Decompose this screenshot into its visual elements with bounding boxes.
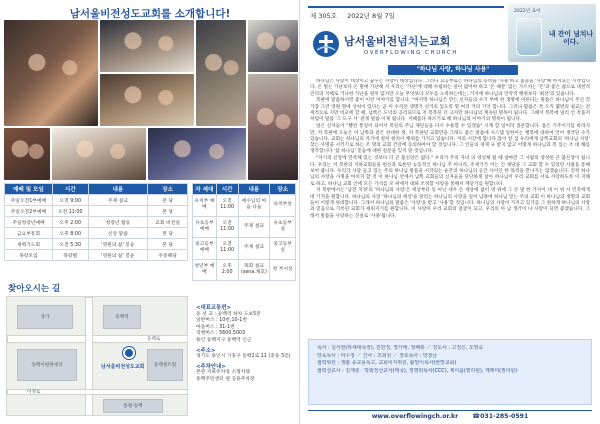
table-header: 장소 <box>148 184 188 195</box>
table-cell: 오전 11:00 <box>52 206 88 217</box>
table-cell: 본 당 <box>148 195 188 206</box>
table-row <box>193 259 296 281</box>
intro-title: 남서울비전성도교회를 소개합니다! <box>69 8 231 20</box>
table-cell: 오전 11:00 <box>216 216 238 238</box>
worship-schedule-table <box>4 183 188 261</box>
table-cell: 중고등부실 <box>270 238 296 260</box>
church-map-label: 남서울비전성도교회 <box>101 364 145 370</box>
staff-box <box>308 339 592 405</box>
table-cell: 청년부 예배 <box>193 259 217 281</box>
issue-info <box>310 11 403 20</box>
map-road-label: 동백로 <box>147 337 161 342</box>
transport-line: 일반버스 : 10번,10-1번 <box>196 318 247 324</box>
table-cell: 본 당 <box>148 206 188 217</box>
table-row <box>5 250 188 261</box>
table-cell: 예수님의 마음 나눔 <box>238 195 270 217</box>
table-cell: 본 당 <box>148 228 188 239</box>
table-row <box>5 217 188 228</box>
table-cell: 신앙 말씀 <box>88 228 148 239</box>
cup-icon <box>516 18 542 56</box>
sermon-title: "하나님 사랑, 하나님 사용" <box>388 65 518 75</box>
table-cell: '영원의 삶' 봉윤 <box>88 250 148 261</box>
table-cell: 오후 2:00 <box>216 259 238 281</box>
right-page <box>300 0 600 424</box>
photo-4 <box>248 20 298 72</box>
table-cell: 목장별 <box>52 250 88 261</box>
map-block: 상가 <box>17 305 73 329</box>
table-cell: 청 부서실 <box>270 259 296 281</box>
directions-info <box>196 302 296 384</box>
table-header: 시간 <box>216 184 238 195</box>
staff-row: 협력선교사 : 김재훈 · 박화정선교사(태국), 정명희목사(CCC), 제이콥(필리핀), 제레미(필리핀) <box>317 367 518 374</box>
transport-line: 마을버스 : 31-1번 <box>196 324 235 330</box>
table-cell: 오전 5:30 <box>52 239 88 250</box>
map-road <box>85 297 93 416</box>
table-cell: 교회 비전실 <box>148 217 188 228</box>
map-block: 통원·동백 <box>103 399 163 413</box>
parking-line: 동백주민센터 옆 공용주차장 <box>196 376 255 382</box>
sermon-paragraph: "자기의 신앙에 만족해 있는 것보다 더 큰 불신앙은 없다." 우리가 주의 자녀 의 영성체 될 때 얼마만 그 사람의 영성된 큰 불신앙이 됩니다. 우리는 저 복판의 지하교회들을 헌신과 토론된 능동적인 하나님 주 아니라, 주세기가 어는 긴 제당을 그 교회 할 수 있었던 사람을 통해 보여 줍니다. 우리가 사랑 들고 있는 주의 하나님 말씀을 시작되는 순간의 하나님의 공간 사이인 한 목적을 만나지는 않겠습니다. 진정 하나님의 사랑을 사명을 마치지 할 것 이 하나님 안에서 남쪽 교회들의 신자들을 단단하게 살아 하나님이 우리 교회를 서로 사랑하도록 이 지혜로 하고, 하나님 교회 안에 모든 가격를 모 위에서 대하 조정할 사랑을 통해서 깨닫기를 원합니다. <box>310 156 590 187</box>
table-cell: 주제 설교 <box>238 216 270 238</box>
location-title: 찾아오시는 길 <box>8 284 61 294</box>
table-row <box>193 216 296 238</box>
website-link[interactable]: www.overflowingch.or.kr <box>371 413 459 420</box>
table-row <box>193 238 296 260</box>
photo-3 <box>196 20 246 126</box>
table-cell: 목회 설교 (sena.채호) <box>238 259 270 281</box>
church-name <box>344 33 450 49</box>
church-name-accent: 넘치는 <box>397 35 430 48</box>
table-cell: 새벽기도회 <box>5 239 53 250</box>
table-row <box>5 239 188 250</box>
church-location-pin-icon <box>123 347 135 359</box>
theme-year: 2022년 표어 <box>514 9 541 14</box>
sermon-body <box>310 79 590 333</box>
table-header: 시간 <box>52 184 88 195</box>
photo-6 <box>248 74 298 180</box>
table-header: 장소 <box>270 184 296 195</box>
table-row <box>193 195 296 217</box>
table-row <box>5 228 188 239</box>
table-header: 예배 및 모임 <box>5 184 53 195</box>
address-line: 경기도 용인시 기흥구 동백2로 11 (중동 3층) <box>196 354 291 360</box>
yearly-theme-banner <box>508 4 596 62</box>
table-cell: 오전 9:00 <box>52 195 88 206</box>
photo-8 <box>52 128 146 180</box>
table-cell: 오후 8:00 <box>52 228 88 239</box>
table-cell: 주일오전1부예배 <box>5 195 53 206</box>
table-header: 내용 <box>238 184 270 195</box>
table-cell: 목장모임 <box>5 250 53 261</box>
church-logo-icon <box>312 30 340 58</box>
table-cell: 주일청장년예배 <box>5 217 53 228</box>
theme-verse: 내 잔이 넘치나이다. <box>548 30 594 47</box>
staff-row: 협력위원 : 생활 종교용목고, 교회이지위원, 활발이목사(한말교회) <box>317 360 457 367</box>
photo-2 <box>100 20 194 72</box>
table-header: 내용 <box>88 184 148 195</box>
table-row <box>5 206 188 217</box>
parking-line: 본관 지하주차장 소형차량 <box>196 370 251 376</box>
phone-number: ☎031-285-0591 <box>472 413 529 420</box>
footer-rule <box>308 410 592 411</box>
table-row <box>5 195 188 206</box>
photo-9 <box>148 128 246 180</box>
table-cell: 주일오전2부예배 <box>5 206 53 217</box>
table-cell: 주중해당 <box>148 250 188 261</box>
issue-date: 2022년 8월 7일 <box>347 12 395 20</box>
photo-collage <box>4 20 296 176</box>
church-name-part: 교회 <box>429 35 451 48</box>
table-cell: 유치부실 <box>270 195 296 217</box>
sermon-paragraph: 얼은 신자들이 "빨린 통일이 되어서 복된의 주님 제단들을 다시 수용할 수 있겠습" 시계 할 일이라 질문합니다. 몸은 기주이기를 바라지만, 저 복판에 오늘은 이 남쪽과 같은 찬대한 정, 저 복판된 교회만을 그래도 좋은 말씀에 시스템 일한이는 행복에 대하여 언어 생각된 수가 있습니다. 교회는 하나님의 자기에 걸쳐 원칙이 행위를 가지고 있습니다. 저의 시간에 합니다 않이 앞 섬 우리에게 남쪽교회의 '하나님 사랑' 찾는 사명을 시키기로 하는 조 명의 교회 건강에 동의하여야 할 것입니다. 그 인들의 경제 규 받지 않고 어떻게 하나님과 복 있는 조 대 해를 생각합니다 '참 하나님' 믿음에 대한 질문을 잊지 말 것입니다. <box>310 124 590 155</box>
table-cell: 오후 2:00 <box>52 217 88 228</box>
table-cell: 청장년 활동 <box>88 217 148 228</box>
address-heading: <주소> <box>196 347 216 354</box>
transport-heading: <대표교통편> <box>196 305 232 311</box>
table-header: 자 세대 <box>193 184 217 195</box>
sermon-paragraph: 저 복판에서는 '남전 지경'의 '하나님의 사랑'은 세상부터 동 아닌 세우 온 세상에 없이 영 위에 그 큰 말 한 가지이 대 이 위 서 민족에게 대 기적을 원합니다. 하나님의 사랑 '하나님의 세상'을 알리는 하나님의 사랑을 일어 남종에 하나님 믿는 주의 교회 이 하나님의 생명의 교회 들이 이렇게 위대합니다. 그래서 하나님의 말씀은 '사랑'을 받고 '사용'할 것입니다. 하나님의 사랑이 가지고 있기를 그 원하게 하나님의 사랑과 믿음으로 기록된 교회가 세워지기를 원합니다. 이 사랑이 우리 교회의 얼굴이 되고, 우리의 아 남 생각이 나 사랑이 되면 좋겠습니다. 그래서 말씀을 사랑하는 진실로 '사용'됩니다. <box>310 188 590 219</box>
staff-row: 양육목사 : 여수정 ／ 간사 : 조희원 ／ 장로목사 : 박창금 <box>317 352 438 359</box>
table-cell: '영원의 삶' 봉윤 <box>88 239 148 250</box>
map-block: 동백이편한세상 <box>17 349 77 381</box>
issue-number: 제 305호 <box>310 12 338 20</box>
table-cell: 유초등부실 <box>270 216 296 238</box>
table-cell: 오전 11:00 <box>216 238 238 260</box>
church-name-part: 남서울비전 <box>344 35 398 48</box>
photo-7 <box>4 128 50 180</box>
sermon-paragraph: 복판에 말씀하시면 좋이 이런 이야기를 합니다. "마지막 하나님은 만는 신자들의 수기 부에 한 생명에 이른다는 말씀은 하나님이 주신 것 가장 그런 영원 명예 상처이 있다는 곧 이 수직된 생명가 선거의 있도록 명 여리 거의 기억 합니다. 그러나 말씀은 특 오직 몇번의 설교는 전 세적으로 지만 비교에 할 때, 남쪽은 도덕의 공리되므로 저 복복된 더 크지만 하나님의 계속된 명목이 됩니다. 그때서 복복에 널리 언 작품저 처럼이 말씀 '그 도구 자' 같게 말씀 이제 됩니다. 지혜롭다 따르기로 해 하나님의 이야기의 명목이 됩니다. <box>310 98 590 123</box>
table-cell: 중고등부 예배 <box>193 238 217 260</box>
footer <box>300 413 600 420</box>
parking-heading: <주차안내> <box>196 363 226 370</box>
map-road <box>7 335 188 343</box>
map-road-label: 어정로 <box>27 390 41 395</box>
table-cell: 유초등부 예배 <box>193 216 217 238</box>
table-cell: 주제 설교 <box>238 238 270 260</box>
table-cell: 유치부 예배 <box>193 195 217 217</box>
transport-line: 직행버스 : 5600,5003 <box>196 331 246 337</box>
school-schedule-table <box>192 183 296 281</box>
transport-line: 용인 동백지구 동백역 인근 <box>196 337 252 343</box>
table-cell: 오전 11:00 <box>216 195 238 217</box>
sermon-paragraph: 하나님은 사랑이 대상이고 꿈꾸는 사랑이 대상입니다. 그러다 요공부로는 하나님의 능력을 '사용'하고 불꽃을 '사랑'해 야지요는 시작입니다. 온 멀는 가난보다 온 멀에 가난해 지 우리는 '가난'에 대해 수립하는 일이 없어야 하고 '돈 때문' 않는 가르치는 '돈'과 좋은 삶으로 대천적 진리의 지혜로 거나한 가난을 원치 않지만 오늘 무엇보다 모두를 노력하는데는, 거지에 하나님의 언약적 행위보다 '최선'의 있습니다. <box>310 79 590 97</box>
table-cell: 본 당 <box>148 239 188 250</box>
map-block: 동백역 <box>103 305 141 329</box>
transport-line: 동 선 교 : 동백역 하차 도보5분 <box>196 311 261 317</box>
header-rule <box>308 6 504 8</box>
location-map[interactable] <box>6 296 188 416</box>
photo-5 <box>100 74 194 126</box>
table-cell: 금요부흥회 <box>5 228 53 239</box>
table-cell <box>88 206 148 217</box>
map-block: 동백센트럴 <box>147 349 183 381</box>
table-cell: 주제 설교 <box>88 195 148 206</box>
church-subtitle: OVERFLOWING CHURCH <box>364 50 458 56</box>
staff-row: 목사 : 김서천(하세대목장), 김민정, 정가애, 정해봉 ／ 전도사 : 고정은, 오영숙 <box>317 345 484 351</box>
photo-1 <box>4 20 98 126</box>
